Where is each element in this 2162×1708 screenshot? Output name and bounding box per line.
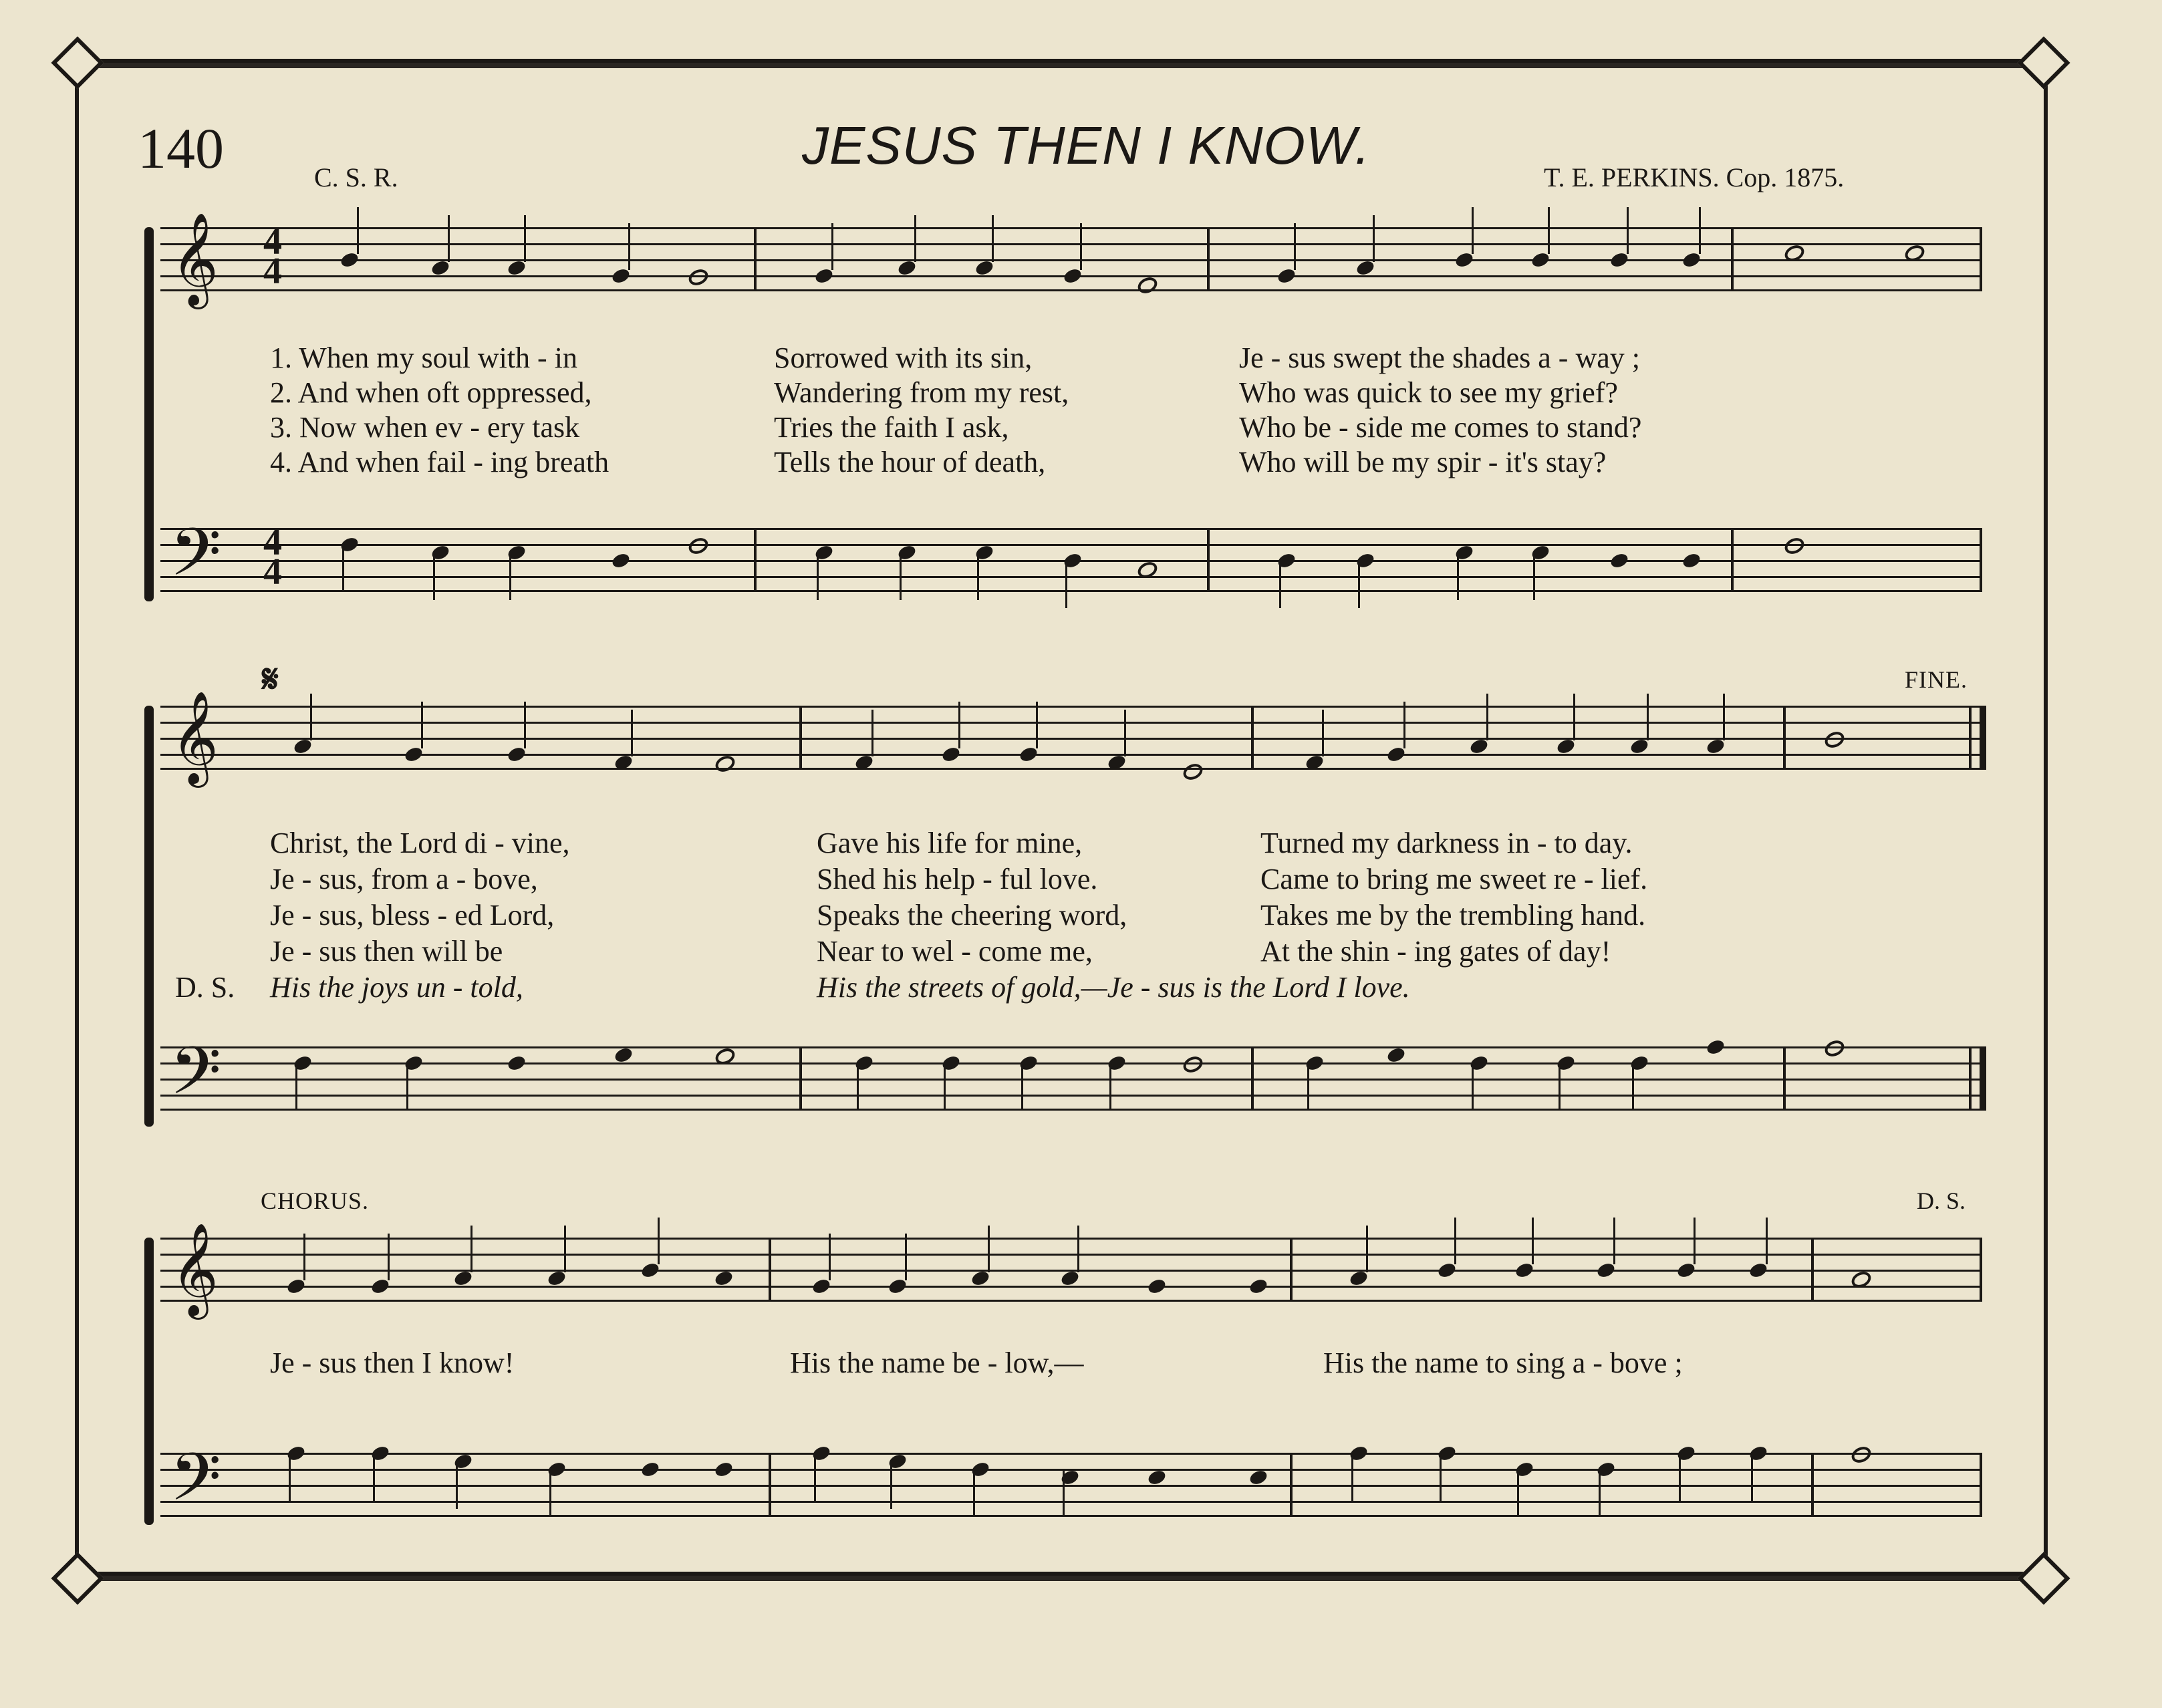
stem xyxy=(1699,207,1701,254)
stem xyxy=(829,1234,831,1280)
barline xyxy=(754,528,757,592)
ds-label: D. S. xyxy=(175,971,235,1004)
stem xyxy=(1613,1218,1615,1264)
lyric-line: Je - sus then will be xyxy=(270,935,503,968)
bass-staff xyxy=(160,1439,1982,1532)
stem xyxy=(564,1226,566,1272)
stem xyxy=(1351,1454,1353,1501)
lyric-line: Turned my darkness in - to day. xyxy=(1260,827,1633,859)
stem xyxy=(1366,1226,1368,1272)
lyric-line: 3. Now when ev - ery task xyxy=(270,411,580,444)
stem xyxy=(1457,553,1459,600)
stem xyxy=(1751,1454,1753,1501)
system-brace xyxy=(144,1238,154,1525)
barline xyxy=(1980,1453,1982,1517)
treble-clef-icon: 𝄞 xyxy=(171,212,219,305)
lyric-line: Tries the faith I ask, xyxy=(774,411,1009,444)
stem xyxy=(628,223,630,270)
stem xyxy=(1472,207,1474,254)
lyric-line: Christ, the Lord di - vine, xyxy=(270,827,570,859)
time-signature: 4 4 xyxy=(263,522,282,593)
stem xyxy=(658,1218,660,1264)
stem xyxy=(1279,561,1281,608)
barline xyxy=(1980,227,1982,291)
barline xyxy=(1783,706,1786,770)
lyric-line: Je - sus then I know! xyxy=(270,1346,515,1379)
lyric-line: His the joys un - told, xyxy=(270,971,523,1004)
stem xyxy=(1109,1064,1111,1111)
barline xyxy=(1980,1238,1982,1302)
stem xyxy=(1440,1454,1442,1501)
segno-icon: 𝄋 xyxy=(262,656,279,702)
barline xyxy=(1969,1046,1972,1111)
bass-staff xyxy=(160,515,1982,607)
lyricist-credit: C. S. R. xyxy=(314,162,398,192)
stem xyxy=(1573,694,1575,740)
treble-clef-icon: 𝄞 xyxy=(171,691,219,784)
barline xyxy=(799,706,802,770)
stem xyxy=(958,702,960,748)
system-brace xyxy=(144,706,154,1127)
stem xyxy=(1063,1470,1065,1517)
barline xyxy=(1251,1046,1254,1111)
lyric-line: 4. And when fail - ing breath xyxy=(270,446,610,478)
barline xyxy=(769,1238,771,1302)
lyric-line: His the name to sing a - bove ; xyxy=(1323,1346,1683,1379)
stem xyxy=(1358,561,1360,608)
stem xyxy=(1532,1218,1534,1264)
stem xyxy=(1647,694,1649,740)
stem xyxy=(421,702,423,748)
stem xyxy=(1077,1226,1079,1272)
stem xyxy=(1632,1064,1634,1111)
barline xyxy=(1731,528,1734,592)
stem xyxy=(524,702,526,748)
lyric-line: 2. And when oft oppressed, xyxy=(270,376,592,409)
stem xyxy=(1548,207,1550,254)
stem xyxy=(1472,1064,1474,1111)
stem xyxy=(1080,223,1082,270)
lyric-line: Je - sus, bless - ed Lord, xyxy=(270,899,555,932)
lyric-line: Takes me by the trembling hand. xyxy=(1260,899,1646,932)
barline xyxy=(1783,1046,1786,1111)
stem xyxy=(1517,1470,1519,1517)
barline xyxy=(1811,1453,1814,1517)
stem xyxy=(342,545,344,592)
stem xyxy=(470,1226,472,1272)
bass-clef-icon: 𝄢 xyxy=(170,1033,222,1126)
stem xyxy=(1065,561,1067,608)
barline xyxy=(1290,1238,1293,1302)
stem xyxy=(1294,223,1296,270)
ds-marker: D. S. xyxy=(1917,1187,1966,1214)
barline xyxy=(1980,528,1982,592)
stem xyxy=(900,553,902,600)
stem xyxy=(456,1462,458,1509)
stem xyxy=(295,1064,297,1111)
barline xyxy=(754,227,757,291)
stem xyxy=(988,1226,990,1272)
barline xyxy=(1207,528,1210,592)
stem xyxy=(1373,215,1375,262)
stem xyxy=(1124,710,1126,756)
stem xyxy=(817,553,819,600)
barline xyxy=(1731,227,1734,291)
lyric-line: Gave his life for mine, xyxy=(817,827,1083,859)
stem xyxy=(914,215,916,262)
barline xyxy=(1290,1453,1293,1517)
stem xyxy=(373,1454,375,1501)
stem xyxy=(814,1454,816,1501)
stem xyxy=(631,710,633,756)
stem xyxy=(1533,553,1535,600)
stem xyxy=(289,1454,291,1501)
time-signature: 4 4 xyxy=(263,221,282,292)
stem xyxy=(1766,1218,1768,1264)
stem xyxy=(831,223,833,270)
final-barline xyxy=(1980,1046,1986,1111)
lyric-line: Sorrowed with its sin, xyxy=(774,341,1033,374)
lyric-line: Came to bring me sweet re - lief. xyxy=(1260,863,1648,895)
barline xyxy=(1969,706,1972,770)
bass-clef-icon: 𝄢 xyxy=(170,1439,222,1532)
lyric-line: Tells the hour of death, xyxy=(774,446,1046,478)
stem xyxy=(871,710,873,756)
fine-marker: FINE. xyxy=(1905,666,1968,693)
treble-clef-icon: 𝄞 xyxy=(171,1223,219,1316)
stem xyxy=(433,553,435,600)
lyric-line: Who be - side me comes to stand? xyxy=(1239,411,1642,444)
treble-staff xyxy=(160,1223,1982,1316)
lyric-line: Who will be my spir - it's stay? xyxy=(1239,446,1607,478)
lyric-line: His the streets of gold,—Je - sus is the Lord I love. xyxy=(817,971,1410,1004)
stem xyxy=(1403,702,1405,748)
page-number: 140 xyxy=(138,116,224,180)
lyric-line: Shed his help - ful love. xyxy=(817,863,1098,895)
barline xyxy=(769,1453,771,1517)
lyric-line: Wandering from my rest, xyxy=(774,376,1069,409)
stem xyxy=(992,215,994,262)
lyric-line: Who was quick to see my grief? xyxy=(1239,376,1618,409)
system-brace xyxy=(144,227,154,601)
stem xyxy=(1694,1218,1696,1264)
bass-staff xyxy=(160,1033,1982,1126)
stem xyxy=(890,1462,892,1509)
stem xyxy=(1486,694,1488,740)
stem xyxy=(1322,710,1324,756)
lyric-line: His the name be - low,— xyxy=(790,1346,1084,1379)
stem xyxy=(1454,1218,1456,1264)
stem xyxy=(905,1234,907,1280)
composer-credit: T. E. PERKINS. Cop. 1875. xyxy=(1544,162,1845,192)
stem xyxy=(303,1234,305,1280)
stem xyxy=(1627,207,1629,254)
treble-staff xyxy=(160,212,1982,305)
stem xyxy=(509,553,511,600)
stem xyxy=(448,215,450,262)
lyric-line: Speaks the cheering word, xyxy=(817,899,1127,932)
stem xyxy=(357,207,359,254)
bass-clef-icon: 𝄢 xyxy=(170,515,222,607)
barline xyxy=(1811,1238,1814,1302)
stem xyxy=(524,215,526,262)
final-barline xyxy=(1980,706,1986,770)
lyric-line: At the shin - ing gates of day! xyxy=(1260,935,1611,968)
stem xyxy=(310,694,312,740)
stem xyxy=(1036,702,1038,748)
stem xyxy=(1679,1454,1681,1501)
barline xyxy=(1251,706,1254,770)
stem xyxy=(1723,694,1725,740)
chorus-label: CHORUS. xyxy=(261,1187,370,1214)
lyric-line: 1. When my soul with - in xyxy=(270,341,577,374)
stem xyxy=(857,1064,859,1111)
treble-staff xyxy=(160,691,1982,784)
stem xyxy=(1559,1064,1561,1111)
stem xyxy=(944,1064,946,1111)
stem xyxy=(549,1470,551,1517)
stem xyxy=(973,1470,975,1517)
hymn-title: JESUS THEN I KNOW. xyxy=(802,116,1371,175)
barline xyxy=(1207,227,1210,291)
lyric-line: Je - sus, from a - bove, xyxy=(270,863,538,895)
lyric-line: Near to wel - come me, xyxy=(817,935,1093,968)
stem xyxy=(406,1064,408,1111)
stem xyxy=(1599,1470,1601,1517)
stem xyxy=(977,553,979,600)
stem xyxy=(388,1234,390,1280)
lyric-line: Je - sus swept the shades a - way ; xyxy=(1239,341,1640,374)
stem xyxy=(1307,1064,1309,1111)
barline xyxy=(799,1046,802,1111)
stem xyxy=(1021,1064,1023,1111)
